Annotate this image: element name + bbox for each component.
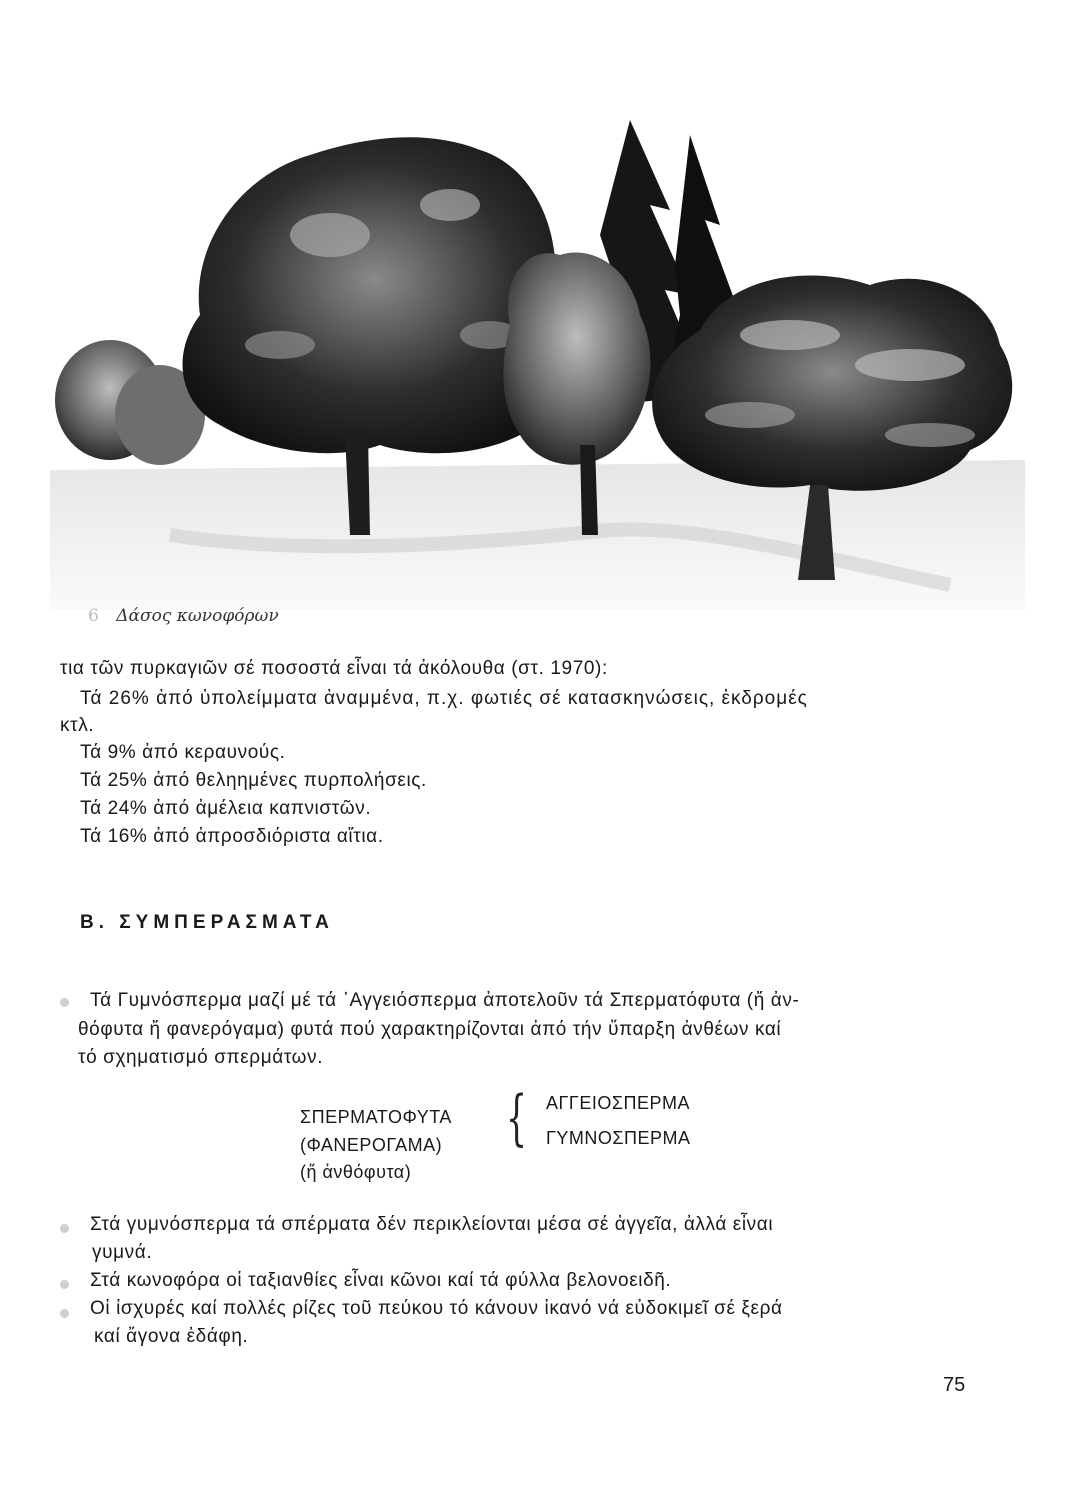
figure-number: 6 <box>88 606 99 626</box>
cause-line-1: Τά 26% ἀπό ὑπολείμματα ἀναμμένα, π.χ. φωτιές σέ κατασκηνώσεις, ἐκδρομές <box>80 688 808 709</box>
conclusion-1-line-3: τό σχηματισμό σπερμάτων. <box>78 1047 324 1068</box>
conclusion-2-line-1: Στά γυμνόσπερμα τά σπέρματα δέν περικλείονται μέσα σέ ἀγγεῖα, ἀλλά εἶναι <box>90 1214 774 1235</box>
conclusion-4-line-1: Οἱ ἰσχυρές καί πολλές ρίζες τοῦ πεύκου τό κάνουν ἱκανό νά εὐδοκιμεῖ σέ ξερά <box>90 1298 783 1319</box>
middle-tree-trunk <box>580 445 598 535</box>
conclusion-2-line-2: γυμνά. <box>92 1242 153 1263</box>
bullet-icon <box>60 1280 69 1289</box>
scheme-spermatophyta: ΣΠΕΡΜΑΤΟΦΥΤΑ <box>300 1107 452 1127</box>
figure-caption <box>88 606 279 626</box>
bullet-icon <box>60 1224 69 1233</box>
scheme-gymnosperma: ΓΥΜΝΟΣΠΕΡΜΑ <box>546 1128 691 1148</box>
conclusion-3-line-1: Στά κωνοφόρα οἱ ταξιανθίες εἶναι κῶνοι καί τά φύλλα βελονοειδῆ. <box>90 1270 672 1291</box>
section-heading: Β. ΣΥΜΠΕΡΑΣΜΑΤΑ <box>80 912 334 933</box>
conclusion-4-line-2: καί ἄγονα ἐδάφη. <box>94 1326 249 1347</box>
cause-line-2: Τά 9% ἀπό κεραυνούς. <box>80 742 286 763</box>
scheme-phanerogama: (ΦΑΝΕΡΟΓΑΜΑ) <box>300 1135 443 1155</box>
cause-line-4: Τά 24% ἀπό ἀμέλεια καπνιστῶν. <box>80 798 372 819</box>
causes-intro: τια τῶν πυρκαγιῶν σέ ποσοστά εἶναι τά ἀκόλουθα (στ. 1970): <box>60 658 608 679</box>
brace-icon: { <box>506 1083 528 1153</box>
bullet-icon <box>60 998 69 1007</box>
cause-line-5: Τά 16% ἀπό ἀπροσδιόριστα αἴτια. <box>80 826 384 847</box>
page-number: 75 <box>943 1374 966 1396</box>
conifer-forest-illustration <box>50 115 1025 610</box>
scheme-anthophyta: (ἤ ἀνθόφυτα) <box>300 1162 412 1182</box>
scheme-angiosperma: ΑΓΓΕΙΟΣΠΕΡΜΑ <box>546 1093 690 1113</box>
figure-caption-text: Δάσος κωνοφόρων <box>116 606 279 626</box>
conclusion-1-line-2: θόφυτα ἤ φανερόγαμα) φυτά πού χαρακτηρίζονται ἀπό τήν ὕπαρξη ἀνθέων καί <box>78 1019 782 1040</box>
bullet-icon <box>60 1309 69 1318</box>
cause-line-3: Τά 25% ἀπό θεληημένες πυρπολήσεις. <box>80 770 427 791</box>
cause-line-1-cont: κτλ. <box>60 715 95 736</box>
conclusion-1-line-1: Τά Γυμνόσπερμα μαζί μέ τά ᾿Αγγειόσπερμα ἀποτελοῦν τά Σπερματόφυτα (ἤ ἀν- <box>90 990 800 1011</box>
